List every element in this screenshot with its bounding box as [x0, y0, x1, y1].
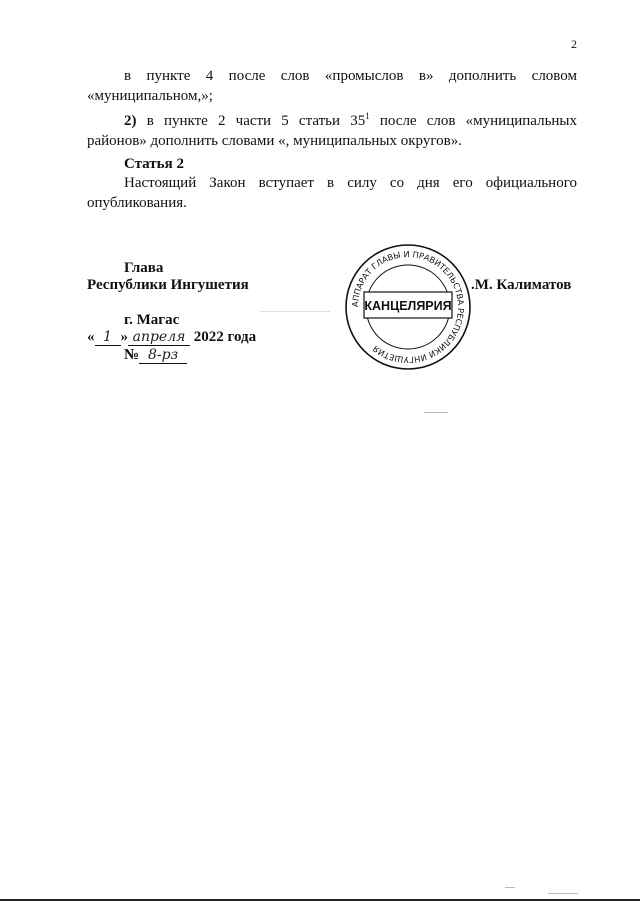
paragraph-3: [87, 173, 577, 213]
page-number: 2: [571, 37, 577, 51]
date-year: 2022 года: [193, 329, 257, 345]
official-stamp: [343, 242, 473, 372]
date-line: [87, 329, 256, 346]
paragraph-2-text-b: после слов «муниципальных: [379, 113, 578, 129]
paragraph-2-text-a: в пункте 2 части 5 статьи 35: [146, 113, 366, 129]
date-open-quote: «: [87, 329, 95, 345]
page-bottom-edge: [0, 899, 640, 901]
paragraph-2-line-2: районов» дополнить словами «, муниципальных округов».: [87, 133, 462, 149]
paragraph-1: [87, 66, 577, 106]
number-line: [124, 347, 187, 364]
number-handwritten: 8-рз: [139, 347, 187, 364]
list-item-number: 2): [124, 113, 137, 129]
paragraph-1-line-2: «муниципальном,»;: [87, 88, 213, 104]
superscript: 1: [365, 111, 370, 121]
stamp-ring-text: АППАРАТ ГЛАВЫ И ПРАВИТЕЛЬСТВА РЕСПУБЛИКИ ИНГУШЕТИЯ: [349, 248, 467, 366]
number-prefix: №: [124, 347, 140, 363]
scan-artifact: [260, 311, 330, 312]
paragraph-3-line-1: Настоящий Закон вступает в силу со дня его официального: [124, 175, 577, 191]
date-month-handwritten: апреля: [128, 329, 190, 346]
signatory-title-line-2: Республики Ингушетия: [87, 277, 249, 293]
date-close-quote: »: [120, 329, 128, 345]
article-heading: Статья 2: [124, 156, 184, 172]
signatory-name: .М. Калиматов: [471, 277, 572, 293]
scan-artifact: [548, 893, 578, 894]
scan-artifact: [424, 412, 448, 413]
paragraph-2: [87, 106, 577, 151]
signatory-title-line-1: Глава: [124, 260, 164, 276]
stamp-center-text: КАНЦЕЛЯРИЯ: [364, 299, 452, 313]
paragraph-3-line-2: опубликования.: [87, 195, 187, 211]
paragraph-1-line-1: в пункте 4 после слов «промыслов в» дополнить словом: [124, 68, 577, 84]
date-day-handwritten: 1: [95, 329, 121, 346]
scan-artifact: [505, 887, 515, 888]
paragraph-2-line-1: [87, 106, 577, 131]
city: г. Магас: [124, 312, 180, 328]
